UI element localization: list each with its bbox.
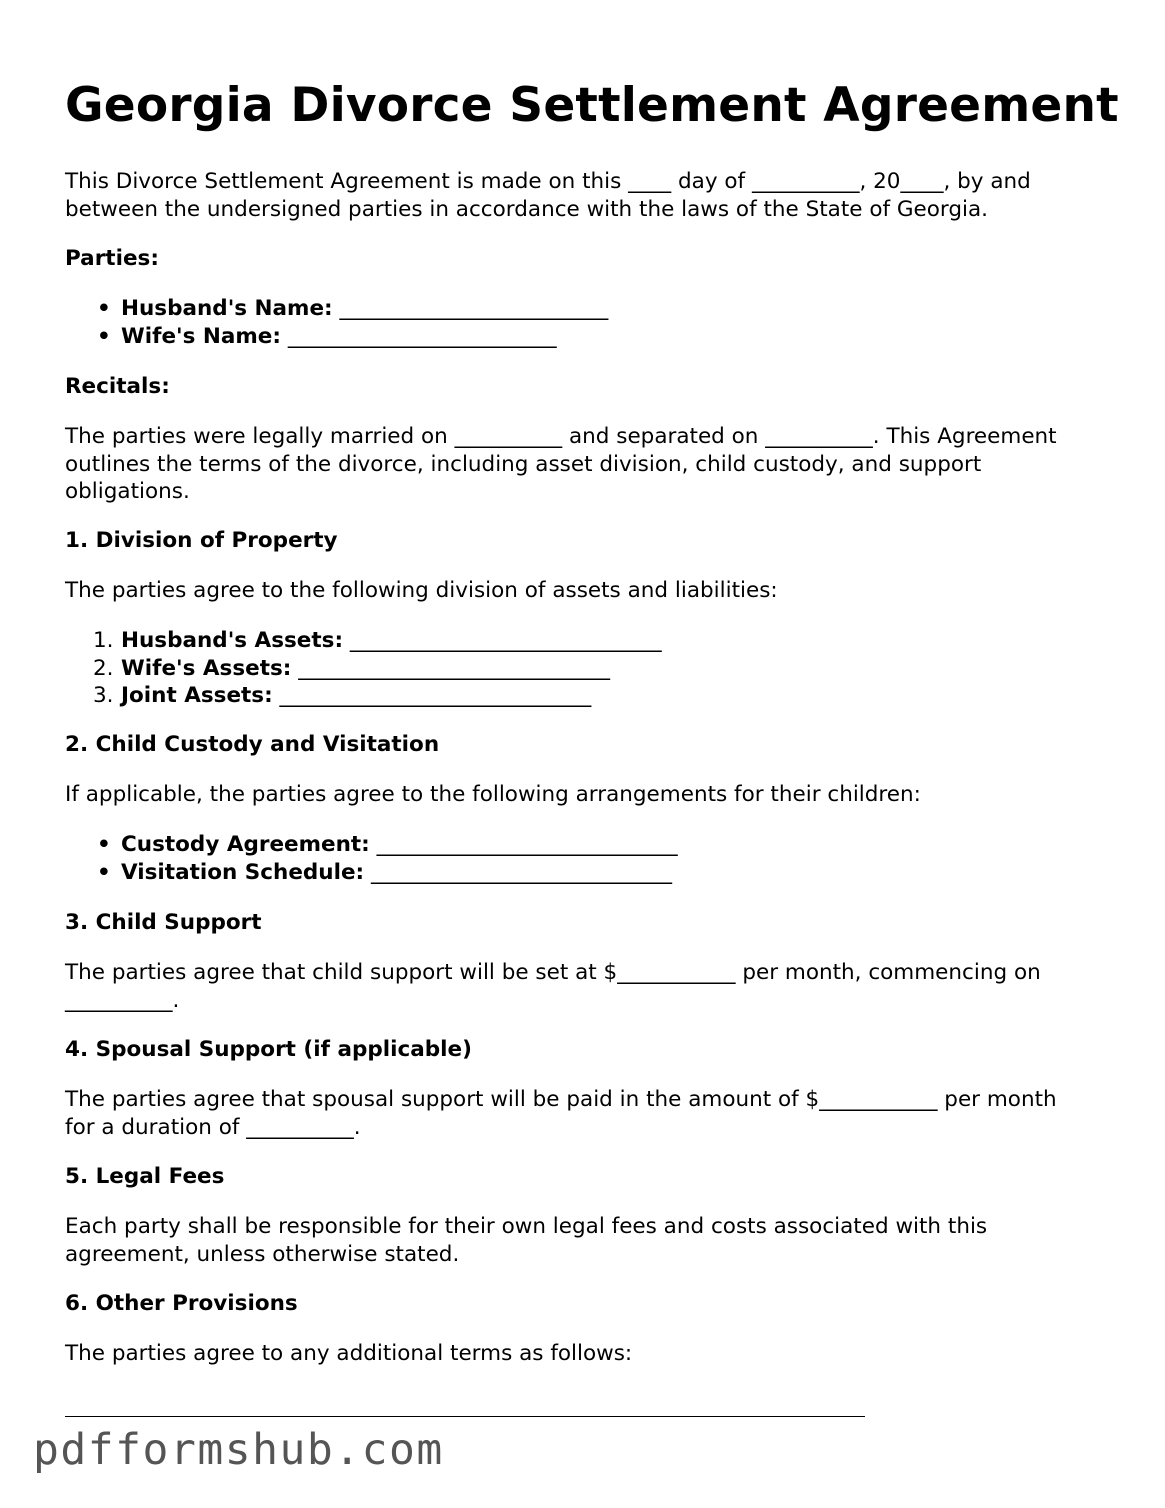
section-heading: 6. Other Provisions (65, 1291, 298, 1316)
list-item: • Husband's Name: _________________________ (97, 296, 609, 321)
section-paragraph: The parties agree that spousal support will be paid in the amount of $___________ per month for a duration of __________. (65, 1087, 1057, 1140)
section-heading: 3. Child Support (65, 910, 262, 935)
list-item: • Custody Agreement: ____________________________ (97, 832, 678, 857)
section-paragraph: The parties agree that child support will be set at $___________ per month, commencing on __________. (65, 960, 1041, 1013)
assets-list (65, 627, 662, 710)
blank-line: _________________________ (287, 323, 557, 349)
section-paragraph: The parties agree to any additional terms as follows: (65, 1341, 633, 1366)
blank-line: _____________________________ (349, 628, 662, 653)
section-paragraph: Each party shall be responsible for their own legal fees and costs associated with this agreement, unless otherwise stated. (65, 1214, 988, 1267)
section-heading: 1. Division of Property (65, 528, 338, 553)
list-item: • Visitation Schedule: ____________________________ (97, 859, 672, 885)
document-title: Georgia Divorce Settlement Agreement (65, 78, 1119, 133)
asset-label: Husband's Assets: (121, 628, 344, 653)
recitals-heading: Recitals: (65, 374, 170, 399)
section-heading: 2. Child Custody and Visitation (65, 732, 440, 757)
party-label: Wife's Name: (121, 323, 281, 349)
list-item: 3. Joint Assets: _____________________________ (93, 683, 592, 708)
list-item: 2. Wife's Assets: _____________________________ (93, 655, 610, 681)
asset-label: Wife's Assets: (121, 655, 292, 681)
section-heading: 5. Legal Fees (65, 1164, 225, 1189)
blank-line: _____________________________ (279, 683, 592, 708)
party-label: Husband's Name: (121, 296, 333, 321)
parties-heading: Parties: (65, 246, 159, 271)
custody-list (65, 831, 678, 886)
list-item: • Wife's Name: _________________________ (97, 323, 557, 349)
custody-label: Visitation Schedule: (121, 859, 365, 885)
section-paragraph: If applicable, the parties agree to the following arrangements for their children: (65, 782, 921, 807)
blank-line: ____________________________ (376, 832, 678, 857)
blank-line: ____________________________ (371, 859, 672, 885)
section-heading: 4. Spousal Support (if applicable) (65, 1037, 472, 1062)
watermark: pdfformshub.com (33, 1425, 444, 1475)
custody-label: Custody Agreement: (121, 832, 370, 857)
recitals-paragraph: The parties were legally married on __________ and separated on __________. This Agreement outlines the terms of the divorce, including asset division, child custody, and support obligations. (65, 424, 1057, 504)
list-item: 1. Husband's Assets: _____________________________ (93, 628, 662, 653)
blank-line: _________________________ (339, 296, 609, 321)
parties-list (65, 295, 608, 350)
section-paragraph: The parties agree to the following division of assets and liabilities: (65, 578, 778, 603)
additional-terms-line (65, 1416, 865, 1417)
intro-paragraph: This Divorce Settlement Agreement is made on this ____ day of __________, 20____, by and between the undersigned parties in accordance with the laws of the State of Georgia. (65, 169, 1031, 222)
asset-label: Joint Assets: (121, 683, 273, 708)
blank-line: _____________________________ (298, 655, 610, 681)
